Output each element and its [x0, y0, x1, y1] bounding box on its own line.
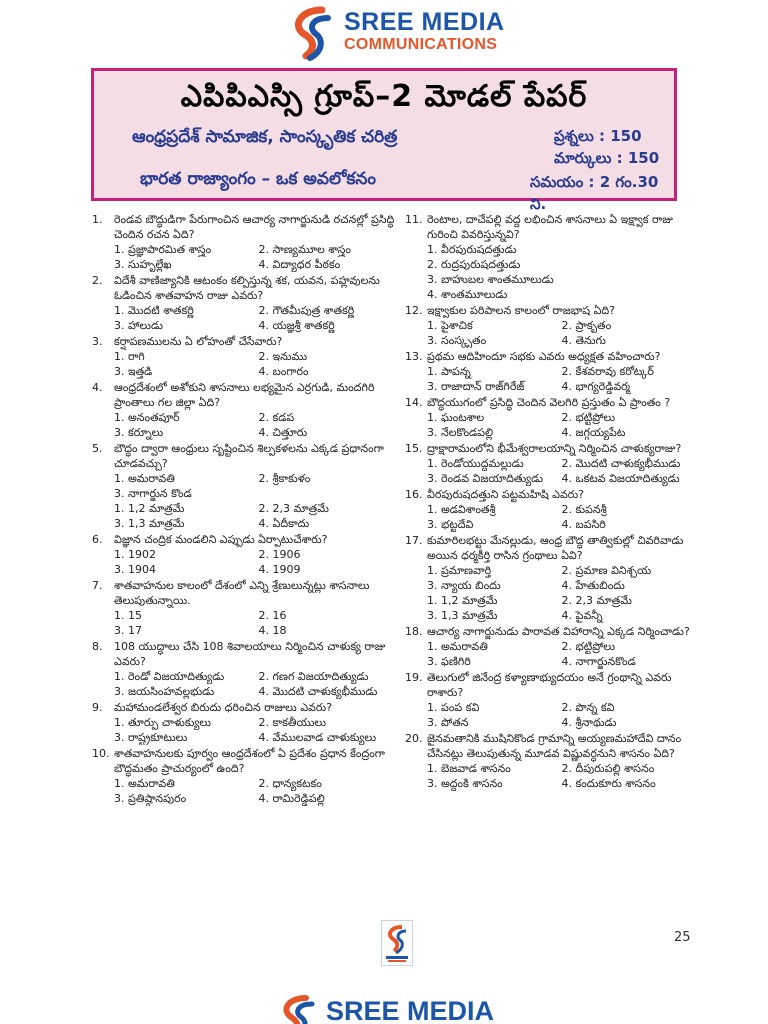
question-item [405, 349, 690, 394]
options-list [405, 456, 690, 486]
option-item: 2. 2,3 మాత్రమే [258, 502, 329, 515]
option-item: 3. నాగార్జున కొండ [114, 487, 192, 500]
options-list [92, 669, 397, 699]
question-number: 15. [405, 442, 423, 455]
option-item: 2. ధాన్యకటకం [258, 777, 322, 790]
option-item: 1. పైశాచిక [427, 319, 473, 332]
option-item: 4. 18 [258, 624, 287, 637]
option-item: 1. మొదటి శాతకర్ణి [114, 304, 194, 317]
options-list [92, 349, 397, 379]
option-item: 1. అమరావతి [114, 777, 175, 790]
question-text-row [405, 212, 690, 242]
option-item: 1. పాపన్న [427, 365, 471, 378]
option-item: 4. నాగార్జునకొండ [561, 655, 636, 668]
question-text-row [405, 624, 690, 639]
option-item: 3. నేలకొండపల్లి [427, 426, 494, 439]
question-number: 14. [405, 396, 423, 409]
question-item [405, 624, 690, 669]
option-item: 4. రామిరెడ్డిపల్లి [258, 792, 325, 805]
option-item: 3. రాజాదాన్ రాజ్‌గిరేజ్ [427, 380, 525, 393]
question-text-row [92, 532, 397, 547]
page-title: ఎపిపిఎస్సి గ్రూప్‌–2 మోడల్‌ పేపర్‌ [180, 79, 588, 114]
options-list [92, 303, 397, 333]
option-item: 3. న్యాయ బిందు [427, 579, 501, 592]
question-text: ఆంధ్రదేశంలో అశోకుని శాసనాలు లభ్యమైన ఎర్రగుడి, మందగిరి ప్రాంతాలు గల జిల్లా ఏది? [114, 381, 375, 409]
brand-swirl-icon [282, 4, 340, 62]
question-text: తెలుగులో జినేంద్ర కళ్యాణాభ్యుదయం అనే గ్రంథాన్ని ఎవరు రాశారు? [427, 671, 672, 699]
option-item: 3. సుహృల్లేఖ [114, 258, 172, 271]
option-item: 4. తెనుగు [561, 334, 606, 347]
option-item: 2. గౌతమీపుత్ర శాతకర్ణి [258, 304, 355, 317]
options-list [92, 715, 397, 745]
page-number: 25 [674, 930, 691, 945]
option-item: 1. 15 [114, 609, 142, 622]
option-item: 2. శ్రీకాకుళం [258, 472, 311, 485]
question-item [405, 487, 690, 532]
question-number: 19. [405, 671, 423, 684]
small-brand-logo [381, 920, 413, 966]
option-item: 1. 1,2 మాత్రమే [114, 502, 185, 515]
question-text-row [92, 441, 397, 471]
question-text-row [92, 380, 397, 410]
option-item: 1. 1,2 మాత్రమే [427, 594, 498, 607]
option-item: 4. కందుకూరు శాసనం [561, 777, 656, 790]
option-item: 1. ఘంటశాల [427, 411, 485, 424]
option-item: 3. 1,3 మాత్రమే [114, 517, 185, 530]
option-item: 2. కేశవరావు కరోట్కర్ [561, 365, 654, 378]
option-item: 4. మొదటి చాళుక్యభీముడు [258, 685, 378, 698]
option-item: 3. సంస్కృతం [427, 334, 487, 347]
question-number: 17. [405, 534, 423, 547]
questions-left-column [92, 212, 397, 807]
option-item: 3. 1904 [114, 563, 156, 576]
option-item: 4. హేతుబిందు [561, 579, 625, 592]
question-count: ప్రశ్నలు : 150 [554, 127, 642, 145]
options-list [405, 639, 690, 669]
option-item: 2. గణగ విజయాదిత్యుడు [258, 670, 369, 683]
option-item: 1. అమరావతి [427, 640, 488, 653]
question-text-row [92, 212, 397, 242]
option-item: 3. అద్దంకి శాసనం [427, 777, 503, 790]
footer-swirl-icon [272, 992, 320, 1024]
option-item: 2. భట్టిప్రోలు [561, 640, 616, 653]
option-item: 4. చిత్తూరు [258, 426, 308, 439]
question-text-row [405, 303, 690, 318]
question-item [92, 700, 397, 745]
question-text-row [92, 639, 397, 669]
title-banner [91, 68, 677, 213]
options-list [92, 410, 397, 440]
options-list [92, 242, 397, 272]
question-number: 5. [92, 442, 103, 455]
option-item: 3. పోతన [427, 716, 469, 729]
option-item: 4. 1909 [258, 563, 301, 576]
question-number: 2. [92, 274, 103, 287]
question-text-row [92, 746, 397, 776]
option-item: 4. శాంతమూలుడు [427, 288, 508, 301]
option-item [259, 486, 398, 501]
question-text: బౌద్ధం ద్వారా ఆంధ్రులు సృష్టించిన శిల్పకళలను ఎక్కడ ప్రధానంగా చూడవచ్చు? [114, 442, 384, 470]
options-list [405, 502, 690, 532]
question-text: రెండవ బౌద్ధుడిగా పేరుగాంచిన ఆచార్య నాగార్జునుడి రచనల్లో ప్రసిద్ధి చెందిన రచన ఏది? [114, 213, 395, 241]
option-item: 2. 2,3 మాత్రమే [561, 594, 632, 607]
question-text-row [405, 533, 690, 563]
option-item: 2. కడప [258, 411, 295, 424]
subject-title-2: భారత రాజ్యాంగం – ఒక అవలోకనం [140, 169, 376, 189]
option-item: 4. బపసిరి [561, 518, 606, 531]
option-item: 3. రాష్ట్రకూటులు [114, 731, 188, 744]
question-text-row [92, 578, 397, 608]
question-item [405, 303, 690, 348]
question-text: ప్రథమ ఆదిహిందూ సభకు ఎవరు అధ్యక్షత వహించారు? [427, 350, 661, 363]
option-item: 1. ప్రమాణవార్తి [427, 564, 492, 577]
question-text-row [92, 700, 397, 715]
question-text-row [405, 487, 690, 502]
question-item [92, 334, 397, 379]
footer-brand-name: SREE MEDIA [326, 996, 495, 1024]
option-item: 3. ప్రతిష్ఠానపురం [114, 792, 187, 805]
options-list [405, 563, 690, 623]
question-number: 4. [92, 381, 103, 394]
option-item: 4. భాగ్యరెడ్డివర్మ [561, 380, 631, 393]
brand-logo [282, 4, 532, 62]
option-item: 1. బెజవాడ శాసనం [427, 762, 511, 775]
option-item: 1. అమరావతి [114, 472, 175, 485]
option-item: 1. పంప కవి [427, 701, 480, 714]
option-item: 2. ప్రాకృతం [561, 319, 612, 332]
option-item: 4. బంగారం [258, 365, 309, 378]
question-text-row [405, 731, 690, 761]
option-item: 3. రెండవ విజయాదిత్యుడు [427, 472, 544, 485]
option-item: 2. పొన్న కవి [561, 701, 615, 714]
question-number: 12. [405, 304, 423, 317]
question-item [92, 639, 397, 699]
option-item: 4. ఒకటవ విజయాదిత్యుడు [561, 472, 680, 485]
question-text: జైనమతానికి ముషినికొండ గ్రామాన్ని అయ్యణమహాదేవి దానం చేసినట్లు తెలుపుతున్న మూడవ విష్ణువర్ధనుని శాసనం ఏది? [427, 732, 682, 760]
option-item: 3. బాహుబల శాంతమూలుడు [427, 273, 554, 286]
option-item: 1. తూర్పు చాళుక్యులు [114, 716, 211, 729]
option-item: 2. ప్రమాణ వినిశ్చయ [561, 564, 652, 577]
option-item: 4. విద్యాధర పీఠకం [258, 258, 341, 271]
question-text: రెంటాల, దాచేపల్లి వద్ద లభించిన శాసనాలు ఏ ఇక్ష్వాక రాజు గురించి వివరిస్తున్నవి? [427, 213, 673, 241]
brand-name: SREE MEDIA [344, 8, 505, 36]
question-text: శాతవాహనులకు పూర్వం ఆంధ్రదేశంలో ఏ ప్రదేశం ప్రధాన కేంద్రంగా బౌద్ధమతం ప్రాచుర్యంలో ఉంది? [114, 747, 385, 775]
question-item [92, 380, 397, 440]
option-item: 1. అనంతపూర్ [114, 411, 180, 424]
option-item: 2. 16 [258, 609, 287, 622]
question-text-row [405, 670, 690, 700]
question-item [92, 212, 397, 272]
question-number: 10. [92, 747, 110, 760]
option-item: 1. రాగి [114, 350, 145, 363]
footer-brand-logo [272, 990, 532, 1024]
question-text: ఇక్ష్వాకుల పరిపాలన కాలంలో రాజభాష ఏది? [427, 304, 615, 317]
exam-duration: సమయం : 2 గం.30 ని. [530, 173, 659, 213]
question-text: ద్రాక్షారామంలోని భీమేశ్వరాలయాన్ని నిర్మించిన చాళుక్యరాజు? [427, 442, 682, 455]
subject-title-1: ఆంధ్రప్రదేశ్‌ సామాజిక, సాంస్కృతిక చరిత్ర [132, 127, 398, 147]
question-item [92, 578, 397, 638]
question-text: బౌద్ధయుగంలో ప్రసిద్ధి చెందిన వెలగిరి ప్రస్తుతం ఏ ప్రాంతం ? [427, 396, 671, 409]
option-item: 4. పైవన్నీ [561, 609, 603, 622]
option-item: 2. భట్టిప్రోలు [561, 411, 616, 424]
options-list [405, 761, 690, 791]
question-text: విజ్ఞాన చంద్రిక మండలిని ఎప్పుడు ఏర్పాటుచేశారు? [114, 533, 328, 546]
question-number: 9. [92, 701, 103, 714]
question-text-row [92, 273, 397, 303]
question-number: 3. [92, 335, 103, 348]
question-text: మహామండలేశ్వర బిరుదు ధరించిన రాజులు ఎవరు? [114, 701, 333, 714]
question-text: ఆచార్య నాగార్జునుడు పారావత విహారాన్ని ఎక్కడ నిర్మించాడు? [427, 625, 690, 638]
small-swirl-icon [382, 921, 412, 965]
option-item: 3. జయసింహవల్లభుడు [114, 685, 215, 698]
options-list [92, 608, 397, 638]
question-item [405, 670, 690, 730]
question-text: కర్షాపణములను ఏ లోహంతో చేసేవారు? [114, 335, 283, 348]
question-item [92, 441, 397, 531]
question-text: వీరపురుషదత్తుని పట్టమహిషి ఎవరు? [427, 488, 584, 501]
option-item: 3. ఇత్తడి [114, 365, 153, 378]
options-list [405, 410, 690, 440]
option-item: 2. సాణ్యమూల శాస్త్రం [258, 243, 351, 256]
option-item: 4. జగ్గయ్యపేట [561, 426, 626, 439]
option-item: 4. వేములవాడ చాళుక్యులు [258, 731, 376, 744]
questions-right-column [405, 212, 690, 792]
options-list [405, 318, 690, 348]
question-item [92, 532, 397, 577]
option-item: 2. కాకతీయులు [258, 716, 327, 729]
option-item: 3. ఫణిగిరి [427, 655, 471, 668]
option-item: 1. ప్రజ్ఞాపారమిత శాస్త్రం [114, 243, 212, 256]
option-item: 3. హాలుడు [114, 319, 163, 332]
options-list [92, 471, 397, 531]
option-item: 2. 1906 [258, 548, 301, 561]
question-item [405, 212, 690, 302]
option-item: 3. కర్నూలు [114, 426, 164, 439]
option-item: 2. దీపురుపల్లి శాసనం [561, 762, 655, 775]
brand-tagline: COMMUNICATIONS [344, 36, 498, 53]
question-text: కుమారిలభట్టు మేనల్లుడు, ఆంధ్ర బౌద్ధ తాత్వికుల్లో చివరివాడు అయిన ధర్మకీర్తి రాసిన గ్రంథాలు ఏవి? [427, 534, 684, 562]
question-item [92, 273, 397, 333]
option-item: 3. భట్టదేవి [427, 518, 474, 531]
question-number: 13. [405, 350, 423, 363]
options-list [405, 700, 690, 730]
option-item: 4. ఏదీకాదు [258, 517, 310, 530]
options-list [405, 242, 690, 302]
question-number: 7. [92, 579, 103, 592]
question-text-row [405, 395, 690, 410]
question-item [405, 441, 690, 486]
option-item: 1. రెండో విజయాదిత్యుడు [114, 670, 225, 683]
option-item: 1. వీరపురుషదత్తుడు [427, 243, 517, 256]
option-item: 2. ఇనుము [258, 350, 308, 363]
question-text: విదేశీ వాణిజ్యానికి ఆటంకం కల్పిస్తున్న శక, యవన, పహ్లవులను ఓడించిన శాతవాహన రాజు ఎవరు? [114, 274, 380, 302]
question-text-row [92, 334, 397, 349]
marks-count: మార్కులు : 150 [554, 149, 660, 167]
question-number: 6. [92, 533, 103, 546]
option-item: 4. యజ్ఞశ్రీ శాతకర్ణి [258, 319, 335, 332]
question-text: 108 యుద్ధాలు చేసి 108 శివాలయాలు నిర్మించిన చాళుక్య రాజు ఎవరు? [114, 640, 386, 668]
question-number: 16. [405, 488, 423, 501]
question-number: 18. [405, 625, 423, 638]
question-item [405, 731, 690, 791]
option-item: 2. మొదటి చాళుక్యభీముడు [561, 457, 681, 470]
question-number: 8. [92, 640, 103, 653]
option-item: 1. రెండోయుద్ధమల్లుడు [427, 457, 524, 470]
question-item [405, 395, 690, 440]
question-number: 11. [405, 213, 423, 226]
question-number: 1. [92, 213, 103, 226]
question-number: 20. [405, 732, 423, 745]
options-list [405, 364, 690, 394]
option-item: 2. కుపనశ్రీ [561, 503, 607, 516]
question-text-row [405, 441, 690, 456]
options-list [92, 547, 397, 577]
option-item: 1. 1902 [114, 548, 156, 561]
question-text-row [405, 349, 690, 364]
option-item: 3. 17 [114, 624, 142, 637]
option-item: 3. 1,3 మాత్రమే [427, 609, 498, 622]
question-item [405, 533, 690, 623]
option-item: 2. రుద్రపురుషదత్తుడు [427, 258, 521, 271]
options-list [92, 776, 397, 806]
question-text: శాతవాహనుల కాలంలో దేశంలో ఎన్ని శ్రేణులున్నట్లు శాసనాలు తెలుపుతున్నాయి. [114, 579, 370, 607]
option-item: 4. శ్రీనాథుడు [561, 716, 617, 729]
question-item [92, 746, 397, 806]
option-item: 1. అడవిశాంతశ్రీ [427, 503, 496, 516]
